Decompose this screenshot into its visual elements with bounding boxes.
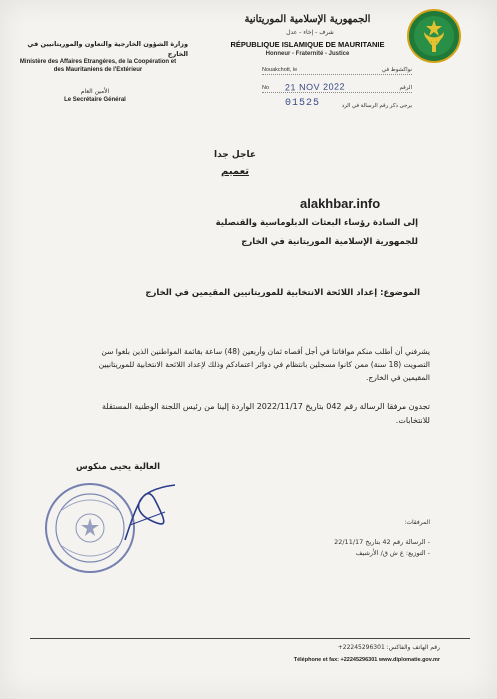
ministry-name-arabic: وزارة الشؤون الخارجية والتعاون والموريتانيين في الخارج [27, 40, 188, 58]
state-motto-arabic: شرف - إخاء - عدل [286, 29, 334, 36]
paragraph-1-line2: التصويت (18 سنة) ممن كانوا مسجلين بانتظام في دوائر اعتمادكم وذلك لإعداد اللائحة الانتخابية للموريتانيين [98, 359, 430, 369]
state-name-french: RÉPUBLIQUE ISLAMIQUE DE MAURITANIE [230, 40, 385, 49]
national-emblem-icon [406, 8, 462, 64]
footer-contact-french: Téléphone et fax: +22245296301 www.diplomatie.gov.mr [293, 657, 440, 663]
date-stamp: 21 NOV 2022 [284, 81, 346, 93]
ministry-name-french [8, 58, 188, 74]
attachment-item-1: - الرسالة رقم 42 بتاريخ 22/11/17 [334, 538, 430, 546]
paragraph-1 [55, 346, 430, 384]
urgent-label: عاجل جدا [214, 150, 256, 160]
state-name-arabic: الجمهورية الإسلامية الموريتانية [244, 14, 371, 25]
date-line [262, 74, 412, 75]
place-label: Nouakchott, le [262, 67, 298, 73]
addressee-line2: للجمهورية الإسلامية الموريتانية في الخارج [241, 237, 418, 247]
footer-contact-arabic: رقم الهاتف والفاكس: 22245296301+ [337, 644, 440, 651]
paragraph-1-line3: المقيمين في الخارج. [365, 372, 430, 382]
signer-name: العالية يحيى منكوس [76, 462, 160, 472]
source-watermark: alakhbar.info [300, 196, 381, 211]
secretary-general-arabic: الأمين العام [80, 88, 110, 95]
subject-line: الموضوع: إعداد اللائحة الانتخابية للموريتانيين المقيمين في الخارج [145, 288, 420, 298]
circular-title: تعميم [220, 166, 250, 177]
number-stamp: 01525 [285, 98, 321, 109]
number-label-arabic: الرقم [399, 85, 412, 91]
ministry-fr-line1: Ministère des Affaires Etrangères, de la Coopération et [19, 59, 177, 65]
footer-divider [30, 638, 470, 639]
ministry-fr-line2: des Mauritaniens de l'Extérieur [53, 67, 143, 74]
attachment-item-2: - التوزيع: ع ش ق/ الأرشيف [355, 549, 430, 557]
attachments-title: المرفقات: [404, 519, 430, 526]
reference-note: يرجى ذكر رقم الرسالة في الرد [341, 103, 412, 109]
paragraph-1-line1: يشرفني أن أطلب منكم موافاتنا في أجل أقصاه ثمان وأربعين (48) ساعة بقائمة المواطنين الذين بلغوا سن [101, 347, 430, 356]
place-label-arabic: نواكشوط في [381, 67, 412, 73]
handwritten-signature-icon [115, 470, 185, 550]
number-line [262, 92, 412, 93]
paragraph-2-line1: تجدون مرفقا الرسالة رقم 042 بتاريخ 2022/11/17 الواردة إلينا من رئيس اللجنة الوطنية المستقلة [102, 402, 430, 411]
paragraph-2-line2: للانتخابات. [395, 415, 430, 425]
paragraph-2 [55, 400, 430, 427]
number-label: No [262, 85, 270, 91]
addressee-line1: إلى السادة رؤساء البعثات الدبلوماسية والقنصلية [215, 218, 418, 228]
secretary-general-french: Le Secrétaire Général [64, 97, 126, 103]
state-motto-french: Honneur - Fraternité - Justice [265, 51, 350, 57]
